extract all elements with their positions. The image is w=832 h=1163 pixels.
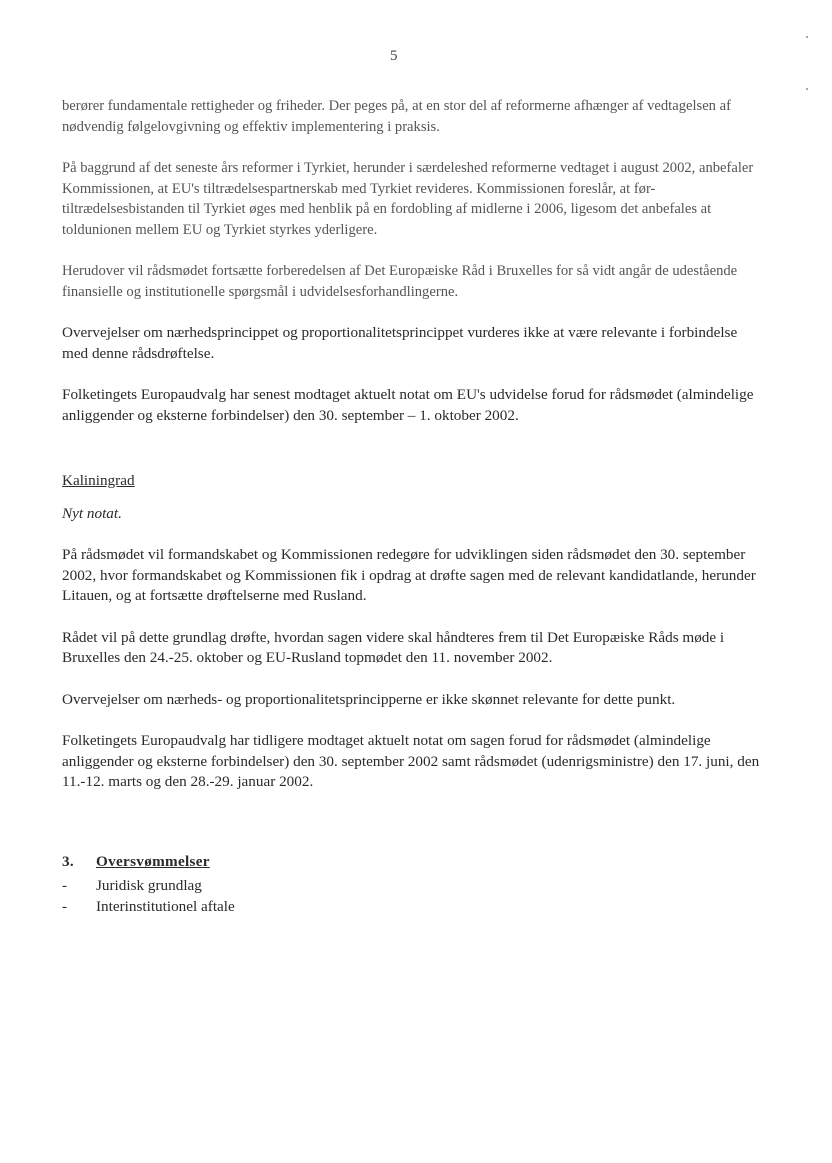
- list-dash: -: [62, 877, 68, 894]
- kaliningrad-heading: Kaliningrad: [62, 472, 135, 489]
- scan-speck: [806, 88, 808, 90]
- section-3-heading: [62, 852, 762, 873]
- section-3-title: Oversvømmelser: [96, 852, 210, 870]
- page-number: 5: [390, 48, 398, 64]
- paragraph-europaudvalg-enlargement: Folketingets Europaudvalg har senest modtaget aktuelt notat om EU's udvidelse forud for rådsmødet (almindelige anliggender og eksterne forbindelser) den 30. september – 1. oktober 2002.: [62, 386, 754, 424]
- paragraph-kaliningrad-presidency: På rådsmødet vil formandskabet og Kommissionen redegøre for udviklingen siden rådsmødet den 30. september 2002, hvor formandskabet og Kommissionen fik i opdrag at drøfte sagen med de relevant kandidatlande, herunder Litauen, og at fortsætte drøftelserne med Rusland.: [62, 546, 756, 604]
- paragraph-turkey-partnership: På baggrund af det seneste års reformer i Tyrkiet, herunder i særdeleshed reformerne vedtaget i august 2002, anbefaler Kommissionen, at EU's tiltrædelsespartnerskab med Tyrkiet revideres. Kommissionen foreslår, at før-tiltrædelsesbistanden til Tyrkiet øges med henblik på en fordobling af midlerne i 2006, ligesom det anbefales at toldunionen mellem EU og Tyrkiet styrkes yderligere.: [62, 160, 754, 238]
- paragraph-european-council-prep: Herudover vil rådsmødet fortsætte forberedelsen af Det Europæiske Råd i Bruxelles for så vidt angår de udestående finansielle og institutionelle spørgsmål i udvidelsesforhandlingerne.: [62, 263, 738, 300]
- section-3-list: [62, 876, 762, 917]
- paragraph-subsidiarity-turkey: Overvejelser om nærhedsprincippet og proportionalitetsprincippet vurderes ikke at være relevante i forbindelse med denne rådsdrøftelse.: [62, 324, 738, 362]
- scan-speck: [806, 36, 808, 38]
- paragraph-kaliningrad-subsidiarity: Overvejelser om nærheds- og proportionalitetsprincipperne er ikke skønnet relevante for dette punkt.: [62, 690, 676, 708]
- section-3-number: 3.: [62, 852, 74, 870]
- list-item-text: Interinstitutionel aftale: [96, 897, 235, 915]
- list-item: [62, 897, 762, 918]
- list-item: [62, 876, 762, 897]
- paragraph-reforms-implementation: berører fundamentale rettigheder og friheder. Der peges på, at en stor del af reformerne afhænger af vedtagelsen af nødvendig følgelovgivning og effektiv implementering i praksis.: [62, 98, 731, 135]
- kaliningrad-note: Nyt notat.: [62, 504, 122, 522]
- list-dash: -: [62, 897, 68, 915]
- document-body: [62, 96, 762, 917]
- paragraph-kaliningrad-council: Rådet vil på dette grundlag drøfte, hvordan sagen videre skal håndteres frem til Det Europæiske Råds møde i Bruxelles den 24.-25. oktober og EU-Rusland topmødet den 11. november 2002.: [62, 628, 725, 666]
- list-item-text: Juridisk grundlag: [96, 877, 202, 894]
- paragraph-kaliningrad-europaudvalg: Folketingets Europaudvalg har tidligere modtaget aktuelt notat om sagen forud for rådsmødet (almindelige anliggender og eksterne forbindelser) den 30. september 2002 samt rådsmødet (udenrigsministre) den 17. juni, den 11.-12. marts og den 28.-29. januar 2002.: [62, 732, 760, 790]
